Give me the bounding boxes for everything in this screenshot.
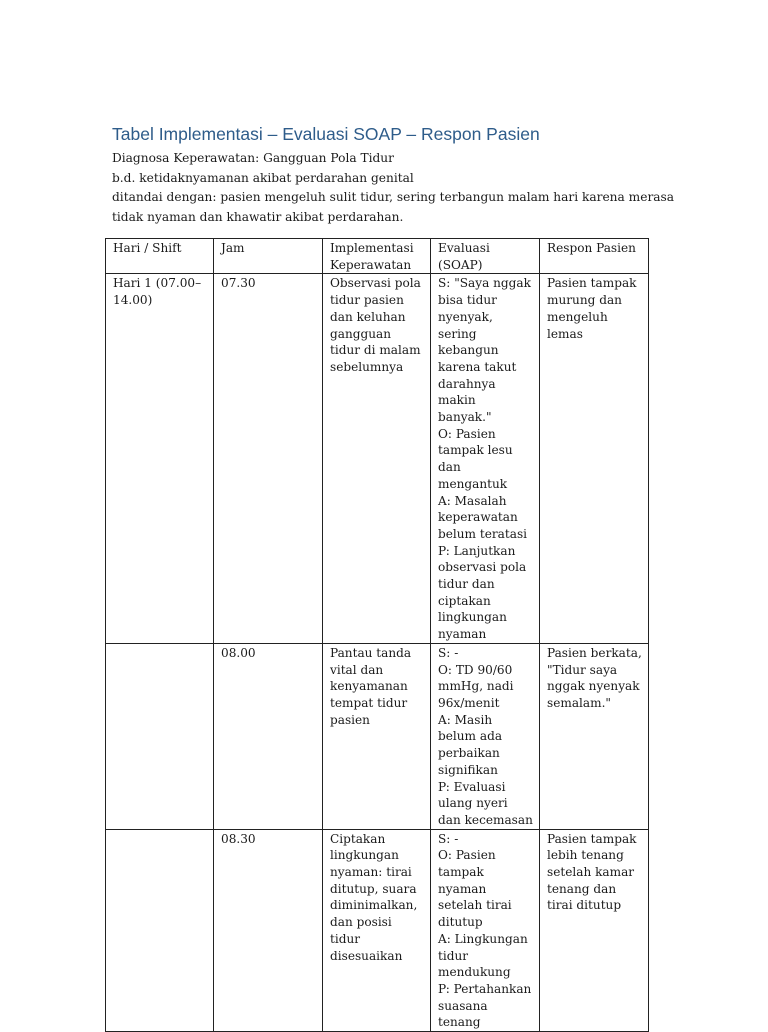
cell-hari: Hari 1 (07.00–14.00) [106, 274, 214, 643]
cell-implementasi: Ciptakan lingkungan nyaman: tirai ditutup, suara diminimalkan, dan posisi tidur disesuaikan [323, 829, 431, 1031]
soap-s: S: "Saya nggak bisa tidur nyenyak, sering kebangun karena takut darahnya makin banyak." [438, 276, 531, 425]
soap-o: O: Pasien tampak nyaman setelah tirai ditutup [438, 848, 512, 930]
soap-p: P: Evaluasi ulang nyeri dan kecemasan [438, 779, 533, 827]
soap-s: S: - [438, 645, 459, 660]
soap-table [105, 238, 649, 1032]
table-row [106, 274, 649, 643]
cell-respon: Pasien tampak murung dan mengeluh lemas [540, 274, 649, 643]
intro-line-bd: b.d. ketidaknyamanan akibat perdarahan genital [112, 170, 414, 185]
cell-hari [106, 643, 214, 829]
soap-o: O: TD 90/60 mmHg, nadi 96x/menit [438, 662, 514, 710]
intro-line-ditandai-cont: tidak nyaman dan khawatir akibat perdarahan. [112, 209, 404, 224]
cell-jam: 08.30 [214, 829, 323, 1031]
cell-implementasi: Observasi pola tidur pasien dan keluhan gangguan tidur di malam sebelumnya [323, 274, 431, 643]
soap-p: P: Pertahankan suasana tenang [438, 981, 532, 1030]
soap-a: A: Masalah keperawatan belum teratasi [438, 493, 528, 541]
intro-line-diagnosa: Diagnosa Keperawatan: Gangguan Pola Tidur [112, 151, 394, 165]
cell-evaluasi [431, 643, 540, 829]
header-jam: Jam [214, 239, 323, 274]
cell-jam: 08.00 [214, 643, 323, 829]
intro-line-ditandai: ditandai dengan: pasien mengeluh sulit tidur, sering terbangun malam hari karena merasa [112, 190, 675, 204]
diagnosis-intro [112, 149, 675, 227]
soap-s: S: - [438, 831, 459, 846]
table-row [106, 643, 649, 829]
cell-implementasi: Pantau tanda vital dan kenyamanan tempat tidur pasien [323, 643, 431, 829]
document-title: Tabel Implementasi – Evaluasi SOAP – Respon Pasien [112, 124, 540, 144]
cell-respon: Pasien berkata, "Tidur saya nggak nyenyak semalam." [540, 643, 649, 829]
cell-respon: Pasien tampak lebih tenang setelah kamar tenang dan tirai ditutup [540, 829, 649, 1031]
soap-a: A: Lingkungan tidur mendukung [438, 931, 528, 980]
header-respon: Respon Pasien [540, 239, 649, 274]
cell-hari [106, 829, 214, 1031]
soap-o: O: Pasien tampak lesu dan mengantuk [438, 426, 513, 491]
header-hari-shift: Hari / Shift [106, 239, 214, 274]
table-row [106, 829, 649, 1031]
cell-evaluasi [431, 829, 540, 1031]
cell-jam: 07.30 [214, 274, 323, 643]
soap-p: P: Lanjutkan observasi pola tidur dan ciptakan lingkungan nyaman [438, 543, 527, 642]
soap-a: A: Masih belum ada perbaikan signifikan [438, 712, 503, 777]
header-evaluasi: Evaluasi (SOAP) [431, 239, 540, 274]
header-implementasi: Implementasi Keperawatan [323, 239, 431, 274]
table-header-row [106, 239, 649, 274]
cell-evaluasi [431, 274, 540, 643]
